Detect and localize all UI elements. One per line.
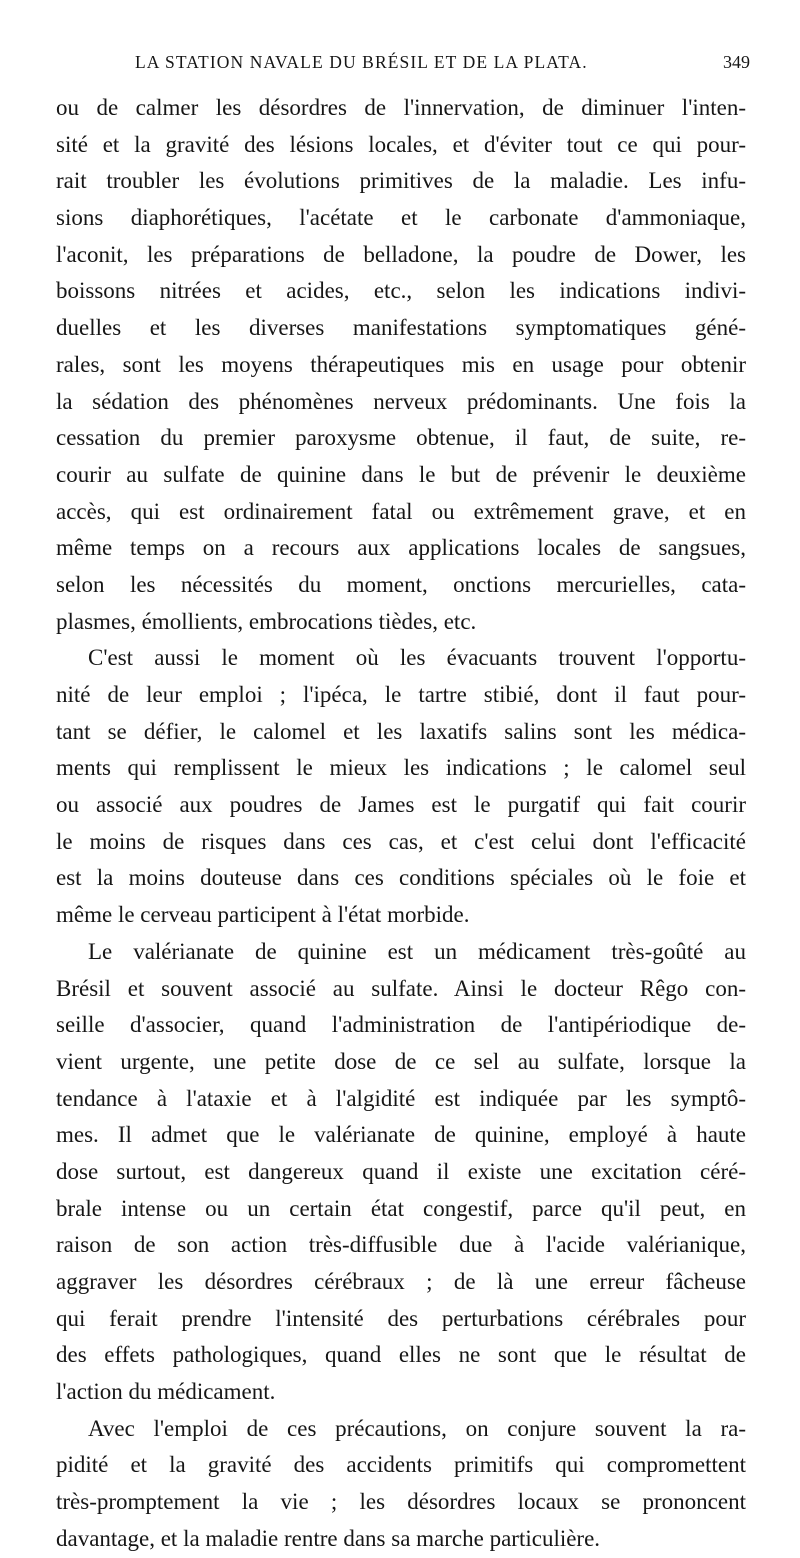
text-line: boissons nitrées et acides, etc., selon les indications indivi- xyxy=(56,278,746,304)
text-line: Brésil et souvent associé au sulfate. Ainsi le docteur Rêgo con- xyxy=(56,975,746,1001)
text-line: ou associé aux poudres de James est le purgatif qui fait courir xyxy=(56,792,746,818)
text-line: pidité et la gravité des accidents primitifs qui compromettent xyxy=(56,1452,746,1478)
text-line: la sédation des phénomènes nerveux prédominants. Une fois la xyxy=(56,388,746,414)
text-line: rales, sont les moyens thérapeutiques mis en usage pour obtenir xyxy=(56,351,746,377)
text-line: aggraver les désordres cérébraux ; de là une erreur fâcheuse xyxy=(56,1269,746,1294)
text-line: davantage, et la maladie rentre dans sa marche particulière. xyxy=(56,1525,601,1551)
text-line: vient urgente, une petite dose de ce sel au sulfate, lorsque la xyxy=(56,1048,746,1074)
text-line: duelles et les diverses manifestations symptomatiques géné- xyxy=(56,315,746,341)
running-head xyxy=(60,52,750,82)
text-line: l'aconit, les préparations de belladone, la poudre de Dower, les xyxy=(56,241,746,267)
paragraph-2 xyxy=(56,640,746,934)
text-line: tendance à l'ataxie et à l'algidité est indiquée par les symptô- xyxy=(56,1085,746,1111)
text-line: brale intense ou un certain état congestif, parce qu'il peut, en xyxy=(56,1195,746,1221)
running-title: LA STATION NAVALE DU BRÉSIL ET DE LA PLATA. xyxy=(135,52,588,72)
paragraph-1 xyxy=(56,90,746,640)
text-line: raison de son action très-diffusible due à l'acide valérianique, xyxy=(56,1232,746,1258)
text-line: cessation du premier paroxysme obtenue, il faut, de suite, re- xyxy=(56,425,746,451)
page-number: 349 xyxy=(723,52,750,72)
text-line: dose surtout, est dangereux quand il existe une excitation céré- xyxy=(56,1158,746,1184)
text-line: selon les nécessités du moment, onctions mercurielles, cata- xyxy=(56,571,746,597)
text-line: accès, qui est ordinairement fatal ou extrêmement grave, et en xyxy=(56,498,746,524)
text-line: Le valérianate de quinine est un médicament très-goûté au xyxy=(88,938,746,964)
text-line: mes. Il admet que le valérianate de quinine, employé à haute xyxy=(56,1122,746,1148)
text-line: sions diaphorétiques, l'acétate et le carbonate d'ammoniaque, xyxy=(56,205,746,231)
paragraph-3 xyxy=(56,934,746,1411)
text-line: est la moins douteuse dans ces conditions spéciales où le foie et xyxy=(56,865,746,891)
text-line: plasmes, émollients, embrocations tièdes, etc. xyxy=(56,608,477,634)
text-line: des effets pathologiques, quand elles ne sont que le résultat de xyxy=(56,1342,746,1368)
paragraph-4 xyxy=(56,1411,746,1558)
text-line: ments qui remplissent le mieux les indications ; le calomel seul xyxy=(56,755,746,781)
text-line: même le cerveau participent à l'état morbide. xyxy=(56,902,470,928)
text-line: courir au sulfate de quinine dans le but de prévenir le deuxième xyxy=(56,461,746,487)
text-line: rait troubler les évolutions primitives de la maladie. Les infu- xyxy=(56,168,746,194)
text-line: nité de leur emploi ; l'ipéca, le tartre stibié, dont il faut pour- xyxy=(56,682,746,707)
text-line: l'action du médicament. xyxy=(56,1379,276,1405)
text-line: tant se défier, le calomel et les laxatifs salins sont les médica- xyxy=(56,718,746,744)
text-line: très-promptement la vie ; les désordres locaux se prononcent xyxy=(56,1489,746,1515)
text-line: seille d'associer, quand l'administration de l'antipériodique de- xyxy=(56,1012,746,1038)
text-line: même temps on a recours aux applications locales de sangsues, xyxy=(56,535,746,561)
text-line: le moins de risques dans ces cas, et c'est celui dont l'efficacité xyxy=(56,828,746,854)
text-line: C'est aussi le moment où les évacuants trouvent l'opportu- xyxy=(88,645,746,671)
body-text xyxy=(56,90,746,1558)
text-line: sité et la gravité des lésions locales, et d'éviter tout ce qui pour- xyxy=(56,131,746,157)
text-line: ou de calmer les désordres de l'innervation, de diminuer l'inten- xyxy=(56,95,746,120)
text-line: Avec l'emploi de ces précautions, on conjure souvent la ra- xyxy=(88,1415,746,1441)
text-line: qui ferait prendre l'intensité des perturbations cérébrales pour xyxy=(56,1305,746,1331)
